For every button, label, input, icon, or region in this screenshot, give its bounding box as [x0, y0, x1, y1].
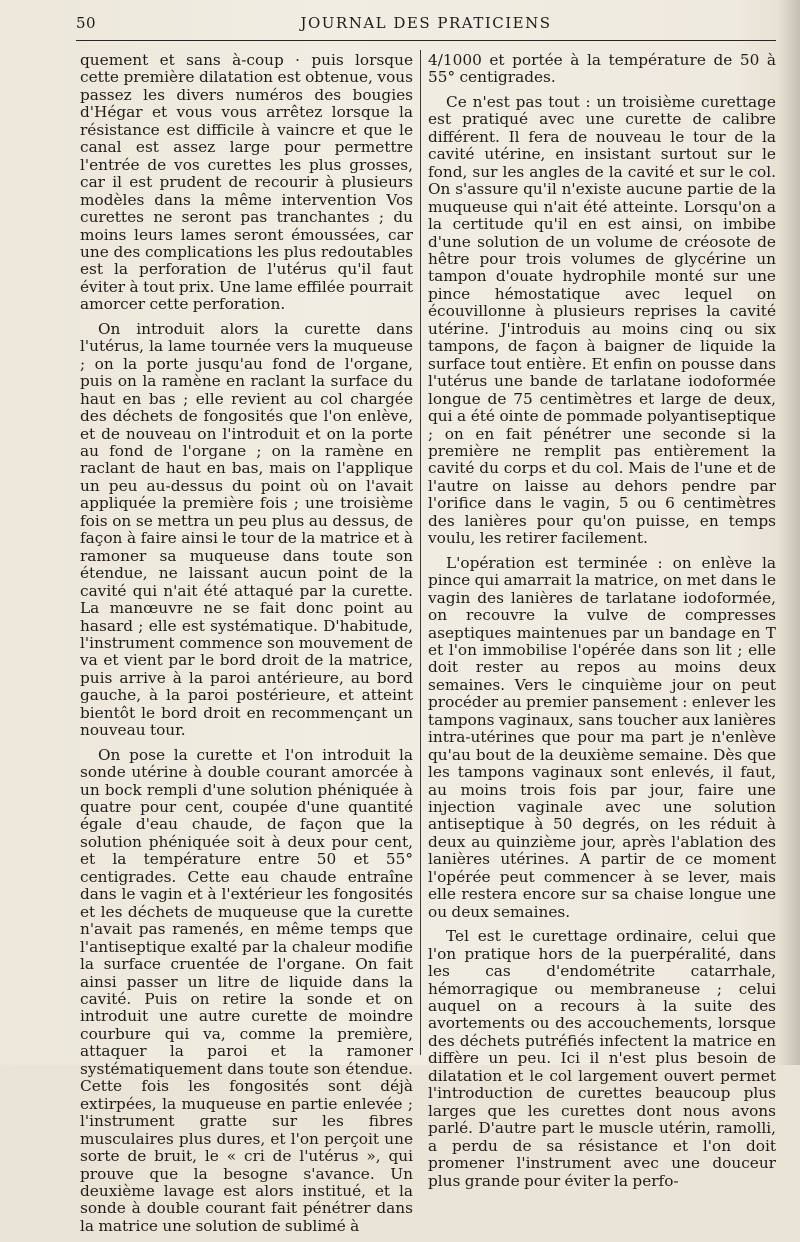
paragraph: On pose la curette et l'on introduit la sonde utérine à double courant amorcée à un bock rempli d'une solution phéniquée à quatre pour cent, coupée d'une quantité égale d'eau chaude, de façon que la solution phéniquée soit à deux pour cent, et la température entre 50 et 55° centigrades. Cette eau chaude entraîne dans le vagin et à l'extérieur les fongosités et les déchets de muqueuse que la curette n'avait pas ramenés, en même temps que l'antiseptique exalté par la chaleur modifie la surface cruentée de l'organe. On fait ainsi passer un litre de liquide dans la cavité. Puis on retire la sonde et on introduit une autre curette de moindre courbure qui va, comme la première, attaquer la paroi et la ramoner systématiquement dans toute son étendue. Cette fois les fongosités sont déjà extirpées, la muqueuse en partie enlevée ; l'instrument gratte sur les fibres musculaires plus dures, et l'on perçoit une sorte de bruit, le « cri de l'utérus », qui prouve que la besogne s'avance. Un deuxième lavage est alors institué, et la sonde à double courant fait pénétrer dans la matrice une solution de sublimé à [80, 745, 413, 1235]
journal-title: JOURNAL DES PRATICIENS [300, 14, 552, 32]
paragraph: L'opération est terminée : on enlève la pince qui amarrait la matrice, on met dans le vagin des lanières de tarlatane iodoformée, on recouvre la vulve de compresses aseptiques maintenues par un bandage en T et l'on immobilise l'opérée dans son lit ; elle doit rester au repos au moins deux semaines. Vers le cinquième jour on peut procéder au premier pansement : enlever les tampons vaginaux, sans toucher aux lanières intra-utérines que pour ma part je n'enlève qu'au bout de la deuxième semaine. Dès que les tampons vaginaux sont enlevés, il faut, au moins trois fois par jour, faire une injection vaginale avec une solution antiseptique à 50 degrés, on les réduit à deux au quinzième jour, après l'ablation des lanières utérines. A partir de ce moment l'opérée peut commencer à se lever, mais elle restera encore sur sa chaise longue une ou deux semaines. [428, 553, 776, 921]
paragraph: Ce n'est pas tout : un troisième curettage est pratiqué avec une curette de calibre différent. Il fera de nouveau le tour de la cavité utérine, en insistant surtout sur le fond, sur les angles de la cavité et sur le col. On s'assure qu'il n'existe aucune partie de la muqueuse qui n'ait été atteinte. Lorsqu'on a la certitude qu'il en est ainsi, on imbibe d'une solution de un volume de créosote de hêtre pour trois volumes de glycérine un tampon d'ouate hydrophile monté sur une pince hémostatique avec lequel on écouvillonne à plusieurs reprises la cavité utérine. J'introduis au moins cinq ou six tampons, de façon à baigner de liquide la surface tout entière. Et enfin on pousse dans l'utérus une bande de tarlatane iodoformée longue de 75 centimètres et large de deux, qui a été ointe de pommade polyantiseptique ; on en fait pénétrer une seconde si la première ne remplit pas entièrement la cavité du corps et du col. Mais de l'une et de l'autre on laisse au dehors pendre par l'orifice dans le vagin, 5 ou 6 centimètres des lanières pour qu'on puisse, en temps voulu, les retirer facilement. [428, 92, 776, 548]
page-number: 50 [76, 14, 97, 32]
paragraph: On introduit alors la curette dans l'utérus, la lame tournée vers la muqueuse ; on la porte jusqu'au fond de l'organe, puis on la ramène en raclant la surface du haut en bas ; elle revient au col chargée des déchets de fongosités que l'on enlève, et de nouveau on l'introduit et on la porte au fond de l'organe ; on la ramène en raclant de haut en bas, mais on l'applique un peu au-dessus du point où on l'avait appliquée la première fois ; une troisième fois on se mettra un peu plus au dessus, de façon à faire ainsi le tour de la matrice et à ramoner sa muqueuse dans toute son étendue, ne laissant aucun point de la cavité qui n'ait été attaqué par la curette. La manœuvre ne se fait donc point au hasard ; elle est systématique. D'habitude, l'instrument commence son mouvement de va et vient par le bord droit de la matrice, puis arrive à la paroi antérieure, au bord gauche, à la paroi postérieure, et atteint bientôt le bord droit en recommençant un nouveau tour. [80, 319, 413, 740]
paragraph: Tel est le curettage ordinaire, celui que l'on pratique hors de la puerpéralité, dans les cas d'endométrite catarrhale, hémorragique ou membraneuse ; celui auquel on a recours à la suite des avortements ou des accouchements, lorsque des déchets putréfiés infectent la matrice en diffère un peu. Ici il n'est plus besoin de dilatation et le col largement ouvert permet l'introduction de curettes beaucoup plus larges que les curettes dont nous avons parlé. D'autre part le muscle utérin, ramolli, a perdu de sa résistance et l'on doit promener l'instrument avec une douceur plus grande pour éviter la perfo- [428, 927, 776, 1190]
page-header [76, 14, 776, 36]
paragraph: 4/1000 et portée à la température de 50 à 55° centigrades. [428, 51, 776, 87]
right-column [428, 52, 776, 1197]
page-edge-shadow [778, 0, 800, 1065]
column-divider [420, 50, 421, 1055]
left-column [80, 52, 413, 1242]
header-rule [76, 40, 776, 41]
paragraph: quement et sans à-coup · puis lorsque cette première dilatation est obtenue, vous passez les divers numéros des bougies d'Hégar et vous vous arrêtez lorsque la résistance est difficile à vaincre et que le canal est assez large pour permettre l'entrée de vos curettes les plus grosses, car il est prudent de recourir à plusieurs modèles dans la même intervention Vos curettes ne seront pas tranchantes ; du moins leurs lames seront émoussées, car une des complications les plus redoutables est la perforation de l'utérus qu'il faut éviter à tout prix. Une lame effilée pourrait amorcer cette perforation. [80, 51, 413, 314]
